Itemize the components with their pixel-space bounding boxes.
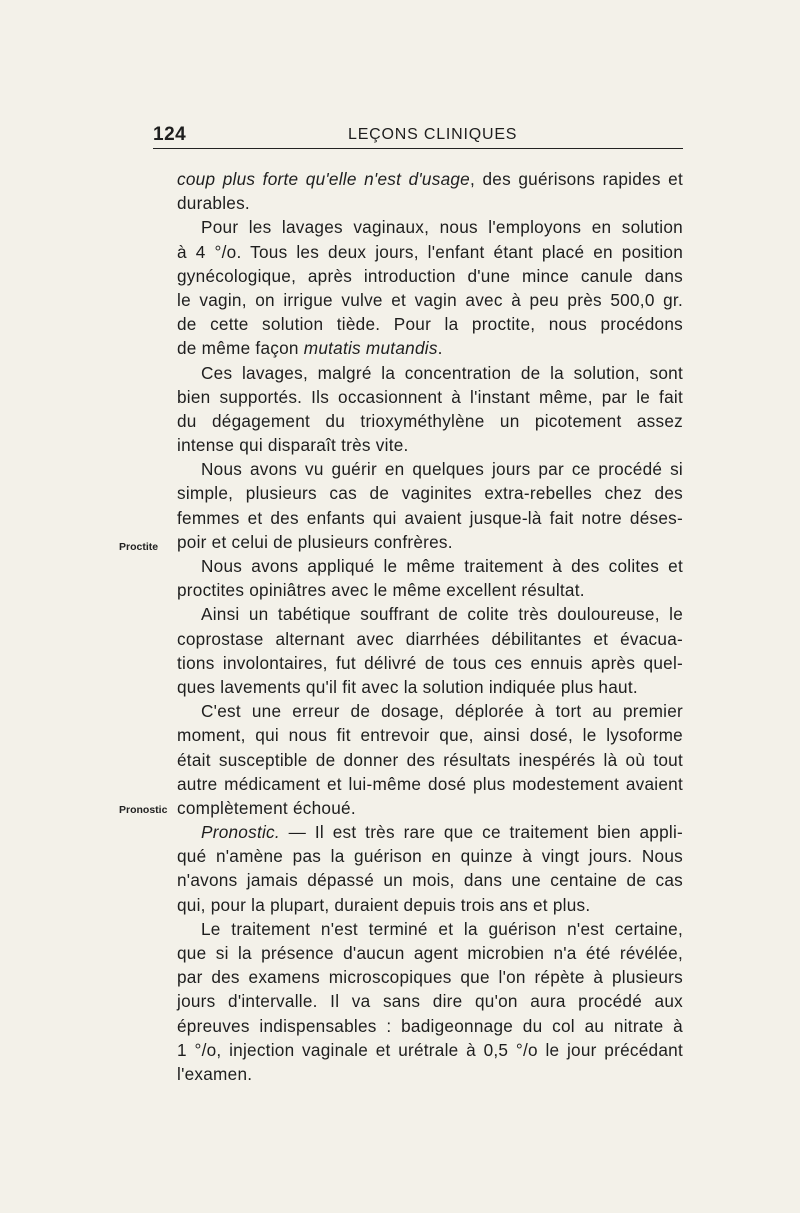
text-line bbox=[177, 506, 683, 530]
text-line bbox=[177, 989, 683, 1013]
text-segment: par des examens microscopiques que l'on répète à plusieurs bbox=[177, 967, 683, 988]
text-segment: proctites opiniâtres avec le même excellent résultat. bbox=[177, 580, 585, 601]
text-segment: simple, plusieurs cas de vaginites extra-rebelles chez des bbox=[177, 483, 683, 504]
margin-note-proctite: Proctite bbox=[119, 541, 159, 553]
text-segment: durables. bbox=[177, 193, 250, 214]
text-segment: qué n'amène pas la guérison en quinze à vingt jours. Nous bbox=[177, 846, 683, 867]
text-line bbox=[177, 409, 683, 433]
text-line bbox=[177, 554, 683, 578]
text-line bbox=[177, 312, 683, 336]
text-segment: n'avons jamais dépassé un mois, dans une centaine de cas bbox=[177, 870, 683, 891]
text-segment: gynécologique, après introduction d'une mince canule dans bbox=[177, 265, 683, 286]
text-segment: épreuves indispensables : badigeonnage du col au nitrate à bbox=[177, 1015, 683, 1036]
text-line bbox=[177, 481, 683, 505]
text-line bbox=[177, 941, 683, 965]
text-line bbox=[177, 1038, 683, 1062]
text-segment: , des guérisons rapides et bbox=[470, 169, 683, 189]
text-line bbox=[177, 675, 683, 699]
text-line bbox=[177, 651, 683, 675]
text-line bbox=[177, 336, 683, 360]
text-line bbox=[177, 1062, 683, 1086]
text-line bbox=[177, 796, 683, 820]
text-segment: Nous avons vu guérir en quelques jours par ce procédé si bbox=[201, 459, 683, 480]
text-line bbox=[177, 627, 683, 651]
text-line bbox=[177, 191, 683, 215]
text-segment: qui, pour la plupart, duraient depuis trois ans et plus. bbox=[177, 894, 591, 915]
text-line bbox=[177, 917, 683, 941]
italic-text: coup plus forte qu'elle n'est d'usage bbox=[177, 169, 470, 189]
text-line bbox=[177, 167, 683, 191]
text-segment: le vagin, on irrigue vulve et vagin avec à peu près 500,0 gr. bbox=[177, 289, 683, 310]
text-line bbox=[177, 602, 683, 626]
text-line bbox=[177, 820, 683, 844]
text-segment: intense qui disparaît très vite. bbox=[177, 435, 409, 456]
text-segment: — Il est très rare que ce traitement bien appli- bbox=[279, 822, 683, 843]
text-line bbox=[177, 772, 683, 796]
text-segment: coprostase alternant avec diarrhées débilitantes et évacua- bbox=[177, 628, 683, 649]
text-segment: bien supportés. Ils occasionnent à l'instant même, par le fait bbox=[177, 386, 683, 407]
text-segment: du dégagement du trioxyméthylène un picotement assez bbox=[177, 410, 683, 431]
text-segment: C'est une erreur de dosage, déplorée à tort au premier bbox=[201, 701, 683, 722]
text-line bbox=[177, 868, 683, 892]
text-segment: 1 °/o, injection vaginale et urétrale à 0,5 °/o le jour précédant bbox=[177, 1039, 683, 1060]
running-title: LEÇONS CLINIQUES bbox=[348, 126, 518, 143]
text-line bbox=[177, 530, 683, 554]
text-segment: complètement échoué. bbox=[177, 797, 356, 818]
text-segment: Ces lavages, malgré la concentration de la solution, sont bbox=[201, 362, 683, 383]
page-header bbox=[153, 120, 683, 150]
text-segment: tions involontaires, fut délivré de tous ces ennuis après quel- bbox=[177, 652, 683, 673]
text-line bbox=[177, 288, 683, 312]
text-segment: Le traitement n'est terminé et la guérison n'est certaine, bbox=[201, 918, 683, 939]
text-segment: de même façon bbox=[177, 338, 304, 359]
text-segment: l'examen. bbox=[177, 1063, 253, 1084]
text-segment: Nous avons appliqué le même traitement à des colites et bbox=[201, 556, 683, 576]
text-line bbox=[177, 457, 683, 481]
text-line bbox=[177, 215, 683, 239]
text-segment: était susceptible de donner des résultats inespérés là où tout bbox=[177, 749, 683, 770]
text-segment: que si la présence d'aucun agent microbien n'a été révélée, bbox=[177, 943, 683, 963]
text-segment: femmes et des enfants qui avaient jusque-là fait notre déses- bbox=[177, 507, 683, 528]
text-line bbox=[177, 385, 683, 409]
text-segment: Pour les lavages vaginaux, nous l'employons en solution bbox=[201, 217, 683, 238]
text-line bbox=[177, 240, 683, 264]
italic-text: mutatis mutandis bbox=[303, 338, 438, 359]
text-line bbox=[177, 965, 683, 989]
text-line bbox=[177, 433, 683, 457]
text-line bbox=[177, 1014, 683, 1038]
text-line bbox=[177, 361, 683, 385]
text-segment: . bbox=[437, 338, 443, 359]
text-segment: moment, qui nous fit entrevoir que, ainsi dosé, le lysoforme bbox=[177, 725, 683, 746]
text-line bbox=[177, 578, 683, 602]
text-line bbox=[177, 264, 683, 288]
page-number: 124 bbox=[153, 124, 187, 145]
text-line bbox=[177, 699, 683, 723]
text-segment: de cette solution tiède. Pour la proctite, nous procédons bbox=[177, 314, 683, 335]
text-segment: autre médicament et lui-même dosé plus modestement avaient bbox=[177, 773, 683, 794]
text-line bbox=[177, 748, 683, 772]
text-segment: poir et celui de plusieurs confrères. bbox=[177, 531, 453, 552]
text-segment: ques lavements qu'il fit avec la solution indiquée plus haut. bbox=[177, 676, 638, 697]
text-segment: Ainsi un tabétique souffrant de colite très douloureuse, le bbox=[201, 604, 683, 625]
italic-text: Pronostic. bbox=[201, 822, 280, 843]
text-segment: jours d'intervalle. Il va sans dire qu'on aura procédé aux bbox=[177, 991, 683, 1012]
text-segment: à 4 °/o. Tous les deux jours, l'enfant étant placé en position bbox=[177, 241, 683, 262]
text-line bbox=[177, 723, 683, 747]
header-rule bbox=[153, 148, 683, 149]
margin-note-pronostic: Pronostic bbox=[119, 804, 168, 816]
body-text bbox=[177, 167, 683, 1086]
text-line bbox=[177, 893, 683, 917]
text-line bbox=[177, 844, 683, 868]
